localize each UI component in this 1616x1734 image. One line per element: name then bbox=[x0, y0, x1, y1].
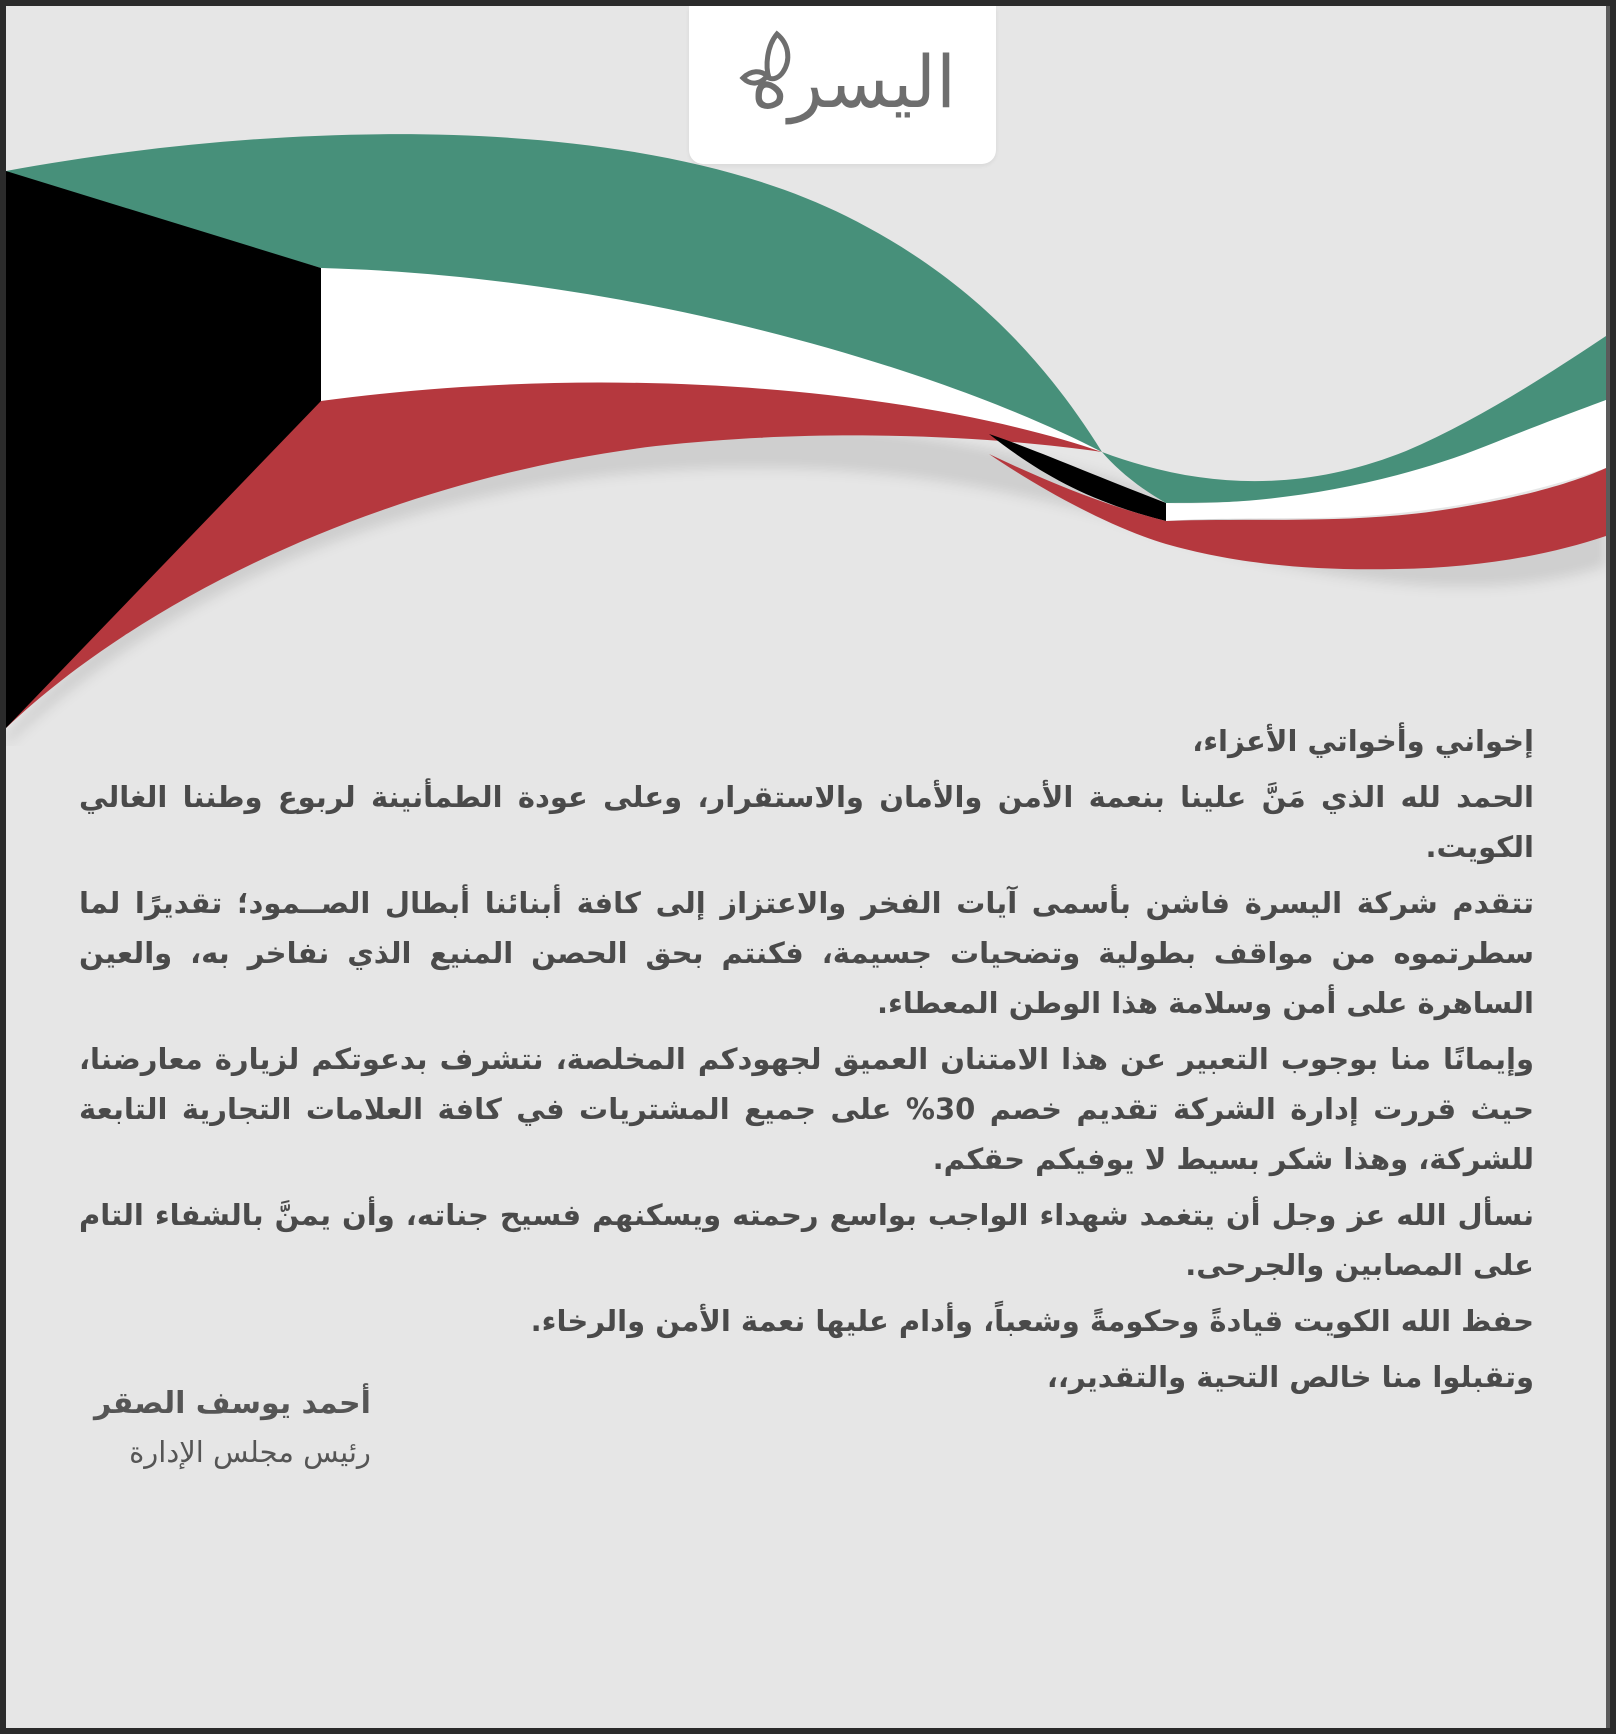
letter-closing: وتقبلوا منا خالص التحية والتقدير،، bbox=[1046, 1360, 1534, 1394]
signature-block bbox=[94, 1379, 371, 1475]
letter-greeting: إخواني وأخواتي الأعزاء، bbox=[1192, 724, 1534, 758]
letter-paragraph: وإيمانًا منا بوجوب التعبير عن هذا الامتنان العميق لجهودكم المخلصة، نتشرف بدعوتكم لزيارة معارضنا، حيث قررت إدارة الشركة تقديم خصم 30% على جميع المشتريات في كافة العلامات التجارية التابعة للشركة، وهذا شكر بسيط لا يوفيكم حقكم. bbox=[79, 1042, 1534, 1176]
letter-paragraph: حفظ الله الكويت قيادةً وحكومةً وشعباً، وأدام عليها نعمة الأمن والرخاء. bbox=[530, 1304, 1534, 1338]
letter-body bbox=[79, 716, 1534, 1408]
signatory-title: رئيس مجلس الإدارة bbox=[129, 1435, 371, 1469]
brand-logo-text: اليسره bbox=[750, 40, 956, 124]
letter-paragraph: الحمد لله الذي مَنَّ علينا بنعمة الأمن والأمان والاستقرار، وعلى عودة الطمأنينة لربوع وطننا الغالي الكويت. bbox=[79, 780, 1534, 864]
letter-paragraph: نسأل الله عز وجل أن يتغمد شهداء الواجب بواسع رحمته ويسكنهم فسيح جناته، وأن يمنَّ بالشفاء التام على المصابين والجرحى. bbox=[79, 1198, 1534, 1282]
letter-paragraph: تتقدم شركة اليسرة فاشن بأسمى آيات الفخر والاعتزاز إلى كافة أبنائنا أبطال الصــمود؛ تقديرًا لما سطرتموه من مواقف بطولية وتضحيات جسيمة، فكنتم بحق الحصن المنيع الذي نفاخر به، والعين الساهرة على أمن وسلامة هذا الوطن المعطاء. bbox=[79, 886, 1534, 1020]
letter-page bbox=[6, 6, 1606, 1728]
signatory-name: أحمد يوسف الصقر bbox=[94, 1386, 371, 1421]
logo-card bbox=[689, 6, 996, 164]
page-edge-shadow bbox=[1606, 6, 1610, 1728]
flag-black-hoist bbox=[6, 171, 321, 728]
